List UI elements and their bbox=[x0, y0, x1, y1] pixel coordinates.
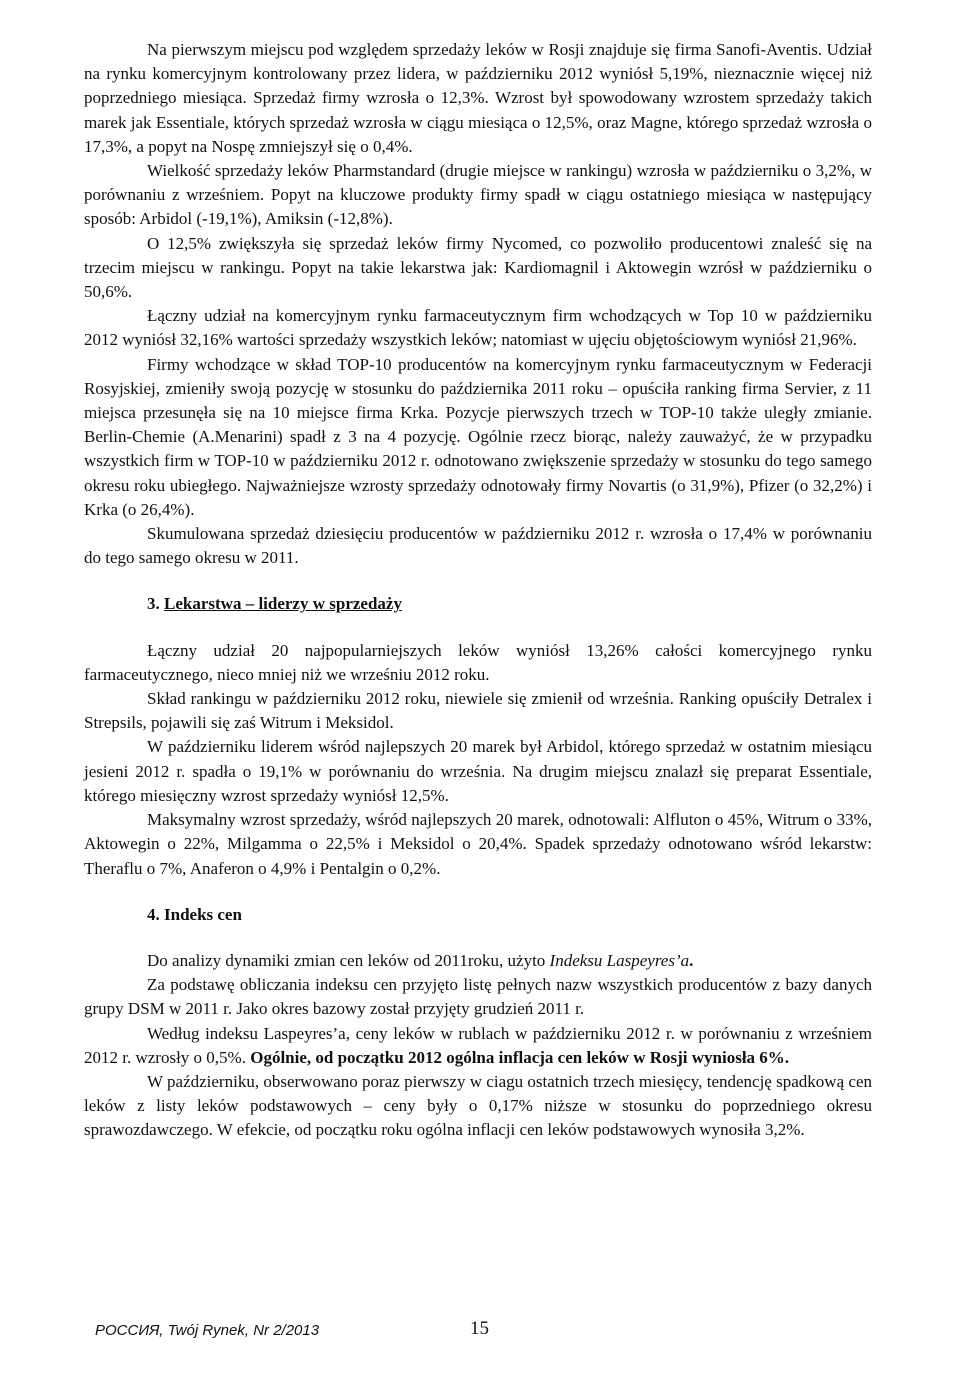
section-4-intro-end: . bbox=[689, 950, 694, 970]
paragraph-top10-changes: Firmy wchodzące w skład TOP-10 producentów na komercyjnym rynku farmaceutycznym w Federacji Rosyjskiej, zmieniły swoją pozycję w stosunku do października 2011 roku – opuściła ranking firma Servier, z 11 miejsca przesunęła się na 10 miejsce firma Krka. Pozycje pierwszych trzech w TOP-10 także uległy zmianie. Berlin-Chemie (A.Menarini) spadł z 3 na 4 pozycję. Ogólnie rzecz biorąc, należy zauważyć, że w przypadku wszystkich firm w TOP-10 w październiku 2012 r. odnotowano zwiększenie sprzedaży w stosunku do tego samego okresu roku ubiegłego. Najważniejsze wzrosty sprzedaży odnotowały firmy Novartis (o 31,9%), Pfizer (o 32,2%) i Krka (o 26,4%). bbox=[84, 354, 872, 519]
paragraph-nycomed: O 12,5% zwiększyła się sprzedaż leków firmy Nycomed, co pozwoliło producentowi znaleść się na trzecim miejscu w rankingu. Popyt na takie lekarstwa jak: Kardiomagnil i Aktowegin wzrósł w październiku o 50,6%. bbox=[84, 233, 872, 302]
section-3-title: Lekarstwa – liderzy w sprzedaży bbox=[164, 594, 402, 614]
section-4-price-change-text: Według indeksu Laspeyres’a, ceny leków w rublach w październiku 2012 r. w porównaniu z wrześniem 2012 r. wzrosły o 0,5%. bbox=[84, 1023, 872, 1067]
section-3-paragraph: Maksymalny wzrost sprzedaży, wśród najlepszych 20 marek, odnotowali: Alfluton o 45%, Witrum o 33%, Aktowegin o 22%, Milgamma o 22,5% i Meksidol o 20,4%. Spadek sprzedaży odnotowano wśród lekarstw: Theraflu o 7%, Anaferon o 4,9% i Pentalgin o 0,2%. bbox=[84, 810, 872, 878]
footer-publication: РОССИЯ, Twój Rynek, Nr 2/2013 bbox=[95, 1322, 320, 1339]
document-body bbox=[84, 38, 872, 1143]
paragraph-cumulative-sales: Skumulowana sprzedaż dziesięciu producentów w październiku 2012 r. wzrosła o 17,4% w porównaniu do tego samego okresu w 2011. bbox=[84, 524, 872, 568]
section-4-inflation-summary: Ogólnie, od początku 2012 ogólna inflacja cen leków w Rosji wyniosła 6%. bbox=[250, 1047, 790, 1067]
paragraph-top10-share: Łączny udział na komercyjnym rynku farmaceutycznym firm wchodzących w Top 10 w październiku 2012 wyniósł 32,16% wartości sprzedaży wszystkich leków; natomiast w ujęciu objętościowym wyniósł 21,96%. bbox=[84, 306, 872, 350]
section-4-intro-text: Do analizy dynamiki zmian cen leków od 2011roku, użyto bbox=[147, 950, 550, 970]
section-3-number: 3. bbox=[147, 594, 160, 614]
section-3-paragraph: Skład rankingu w październiku 2012 roku, niewiele się zmienił od września. Ranking opuściły Detralex i Strepsils, pojawili się zaś Witrum i Meksidol. bbox=[84, 689, 872, 733]
paragraph-sanofi: Na pierwszym miejscu pod względem sprzedaży leków w Rosji znajduje się firma Sanofi-Aventis. Udział na rynku komercyjnym kontrolowany przez lidera, w październiku 2012 wyniósł 5,19%, nieznacznie więcej niż poprzedniego miesiąca. Sprzedaż firmy wzrosła o 12,3%. Wzrost był spowodowany wzrostem sprzedaży takich marek jak Essentiale, których sprzedaż wzrosła w ciągu miesiąca o 12,5%, oraz Magne, którego sprzedaż wzrosła o 17,3%, a popyt na Nospę zmniejszył się o 0,4%. bbox=[84, 40, 872, 156]
section-4-heading bbox=[147, 903, 872, 927]
section-4-price-change bbox=[84, 1022, 872, 1070]
section-4-title: Indeks cen bbox=[164, 904, 242, 924]
laspeyres-index-term: Indeksu Laspeyres’a bbox=[549, 950, 690, 970]
paragraph-pharmstandard: Wielkość sprzedaży leków Pharmstandard (drugie miejsce w rankingu) wzrosła w październiku o 3,2%, w porównaniu z wrześniem. Popyt na kluczowe produkty firmy spadł w ciągu ostatniego miesiąca w następujący sposób: Arbidol (-19,1%), Amiksin (-12,8%). bbox=[84, 161, 872, 229]
section-4-basic-drugs: W październiku, obserwowano poraz pierwszy w ciagu ostatnich trzech miesięcy, tendencję spadkową cen leków z listy leków podstawowych – ceny były o 0,17% niższe w stosunku do poprzedniego okresu sprawozdawczego. W efekcie, od początku roku ogólna inflacji cen leków podstawowych wynosiła 3,2%. bbox=[84, 1071, 872, 1140]
section-3-heading bbox=[147, 592, 872, 616]
section-4-number: 4. bbox=[147, 904, 160, 924]
section-3-paragraph: Łączny udział 20 najpopularniejszych leków wyniósł 13,26% całości komercyjnego rynku farmaceutycznego, nieco mniej niż we wrześniu 2012 roku. bbox=[84, 640, 872, 684]
section-4-base-period: Za podstawę obliczania indeksu cen przyjęto listę pełnych nazw wszystkich producentów z bazy danych grupy DSM w 2011 r. Jako okres bazowy został przyjęty grudzień 2011 r. bbox=[84, 975, 872, 1019]
page-number: 15 bbox=[470, 1318, 489, 1339]
section-3-paragraph: W październiku liderem wśród najlepszych 20 marek był Arbidol, którego sprzedaż w ostatnim miesiącu jesieni 2012 r. spadła o 19,1% w porównaniu do września. Na drugim miejscu znalazł się preparat Essentiale, którego miesięczny wzrost sprzedaży wyniósł 12,5%. bbox=[84, 737, 872, 805]
section-4-intro bbox=[84, 949, 872, 973]
